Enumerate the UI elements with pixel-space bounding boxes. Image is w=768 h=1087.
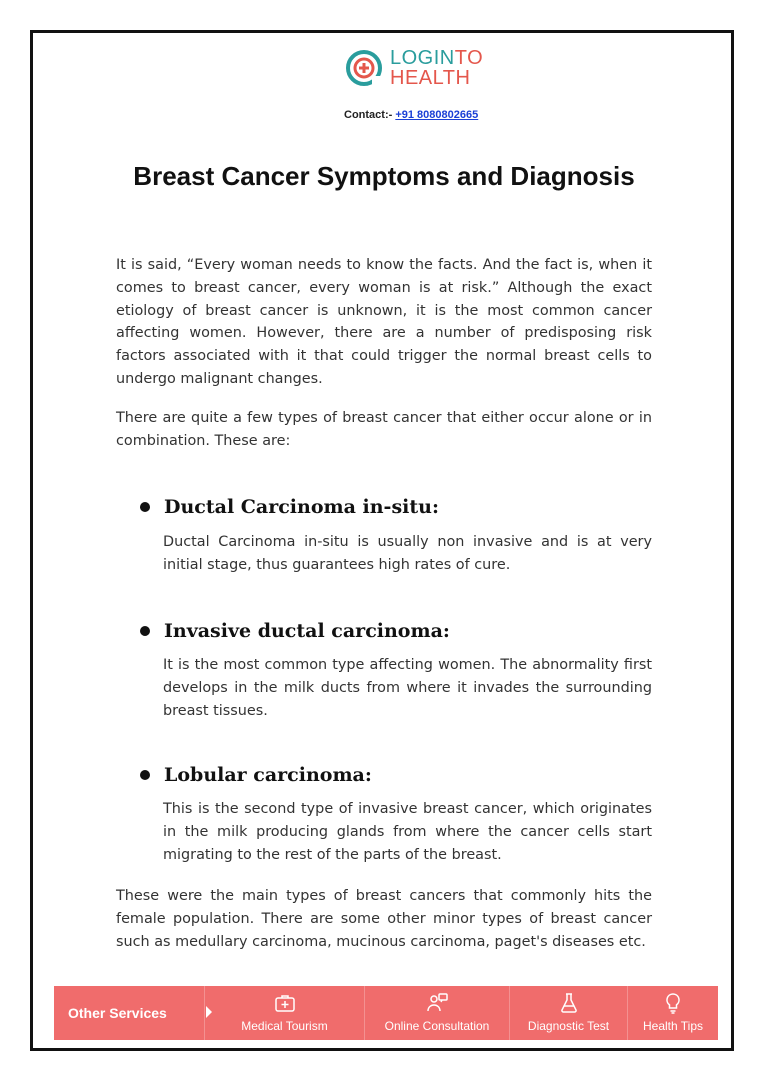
flask-icon (557, 991, 581, 1015)
service-label: Medical Tourism (241, 1019, 328, 1033)
lightbulb-icon (661, 991, 685, 1015)
type-heading-text: Ductal Carcinoma in-situ: (164, 496, 439, 518)
closing-paragraph: These were the main types of breast cancers that commonly hits the female population. There are some other minor types of breast cancer such as medullary carcinoma, mucinous carcinoma, paget's diseases etc. (116, 888, 652, 950)
service-label: Online Consultation (384, 1019, 490, 1033)
intro-paragraph: It is said, “Every woman needs to know the facts. And the fact is, when it comes to breast cancer, every woman is at risk.” Although the exact etiology of breast cancer is unknown, it is the most common cancer affecting women. However, there are a number of predisposing risk factors associated with it that could trigger the normal breast cells to undergo malignant changes. (116, 257, 652, 387)
arrow-right-icon (206, 1006, 212, 1018)
type-heading-ductal-in-situ (140, 496, 439, 518)
service-label: Diagnostic Test (527, 1019, 610, 1033)
contact-phone-link[interactable]: +91 8080802665 (395, 109, 479, 121)
brand-logo[interactable] (344, 44, 504, 92)
service-diagnostic-test[interactable] (509, 986, 627, 1040)
type-heading-lobular (140, 764, 372, 786)
types-intro-paragraph: There are quite a few types of breast cancer that either occur alone or in combination. These are: (116, 410, 652, 449)
type-heading-text: Lobular carcinoma: (164, 764, 372, 786)
bullet-icon (140, 626, 150, 636)
bullet-icon (140, 502, 150, 512)
bullet-icon (140, 770, 150, 780)
page-title: Breast Cancer Symptoms and Diagnosis (133, 161, 635, 191)
type-description-ductal-in-situ: Ductal Carcinoma in-situ is usually non invasive and is at very initial stage, thus guarantees high rates of cure. (163, 534, 652, 573)
service-label: Health Tips (642, 1019, 704, 1033)
service-health-tips[interactable] (627, 986, 718, 1040)
other-services-title (54, 986, 204, 1040)
contact-line (344, 109, 478, 121)
logo-text-login: LOGIN (390, 47, 455, 69)
other-services-label: Other Services (68, 1005, 167, 1021)
other-services-bar (54, 986, 718, 1040)
service-medical-tourism[interactable] (204, 986, 364, 1040)
logo-text-to: TO (454, 47, 484, 69)
contact-label: Contact:- (344, 109, 393, 121)
type-description-invasive-ductal: It is the most common type affecting women. The abnormality first develops in the milk ducts from where it invades the surrounding breast tissues. (163, 657, 652, 719)
type-heading-text: Invasive ductal carcinoma: (164, 620, 450, 642)
logo-mark-icon (344, 48, 384, 88)
type-description-lobular: This is the second type of invasive breast cancer, which originates in the milk producing glands from where the cancer cells start migrating to the rest of the parts of the breast. (163, 801, 652, 863)
medical-kit-icon (273, 991, 297, 1015)
consultation-icon (425, 991, 449, 1015)
logo-text-health: HEALTH (390, 67, 471, 89)
type-heading-invasive-ductal (140, 620, 450, 642)
service-online-consultation[interactable] (364, 986, 509, 1040)
